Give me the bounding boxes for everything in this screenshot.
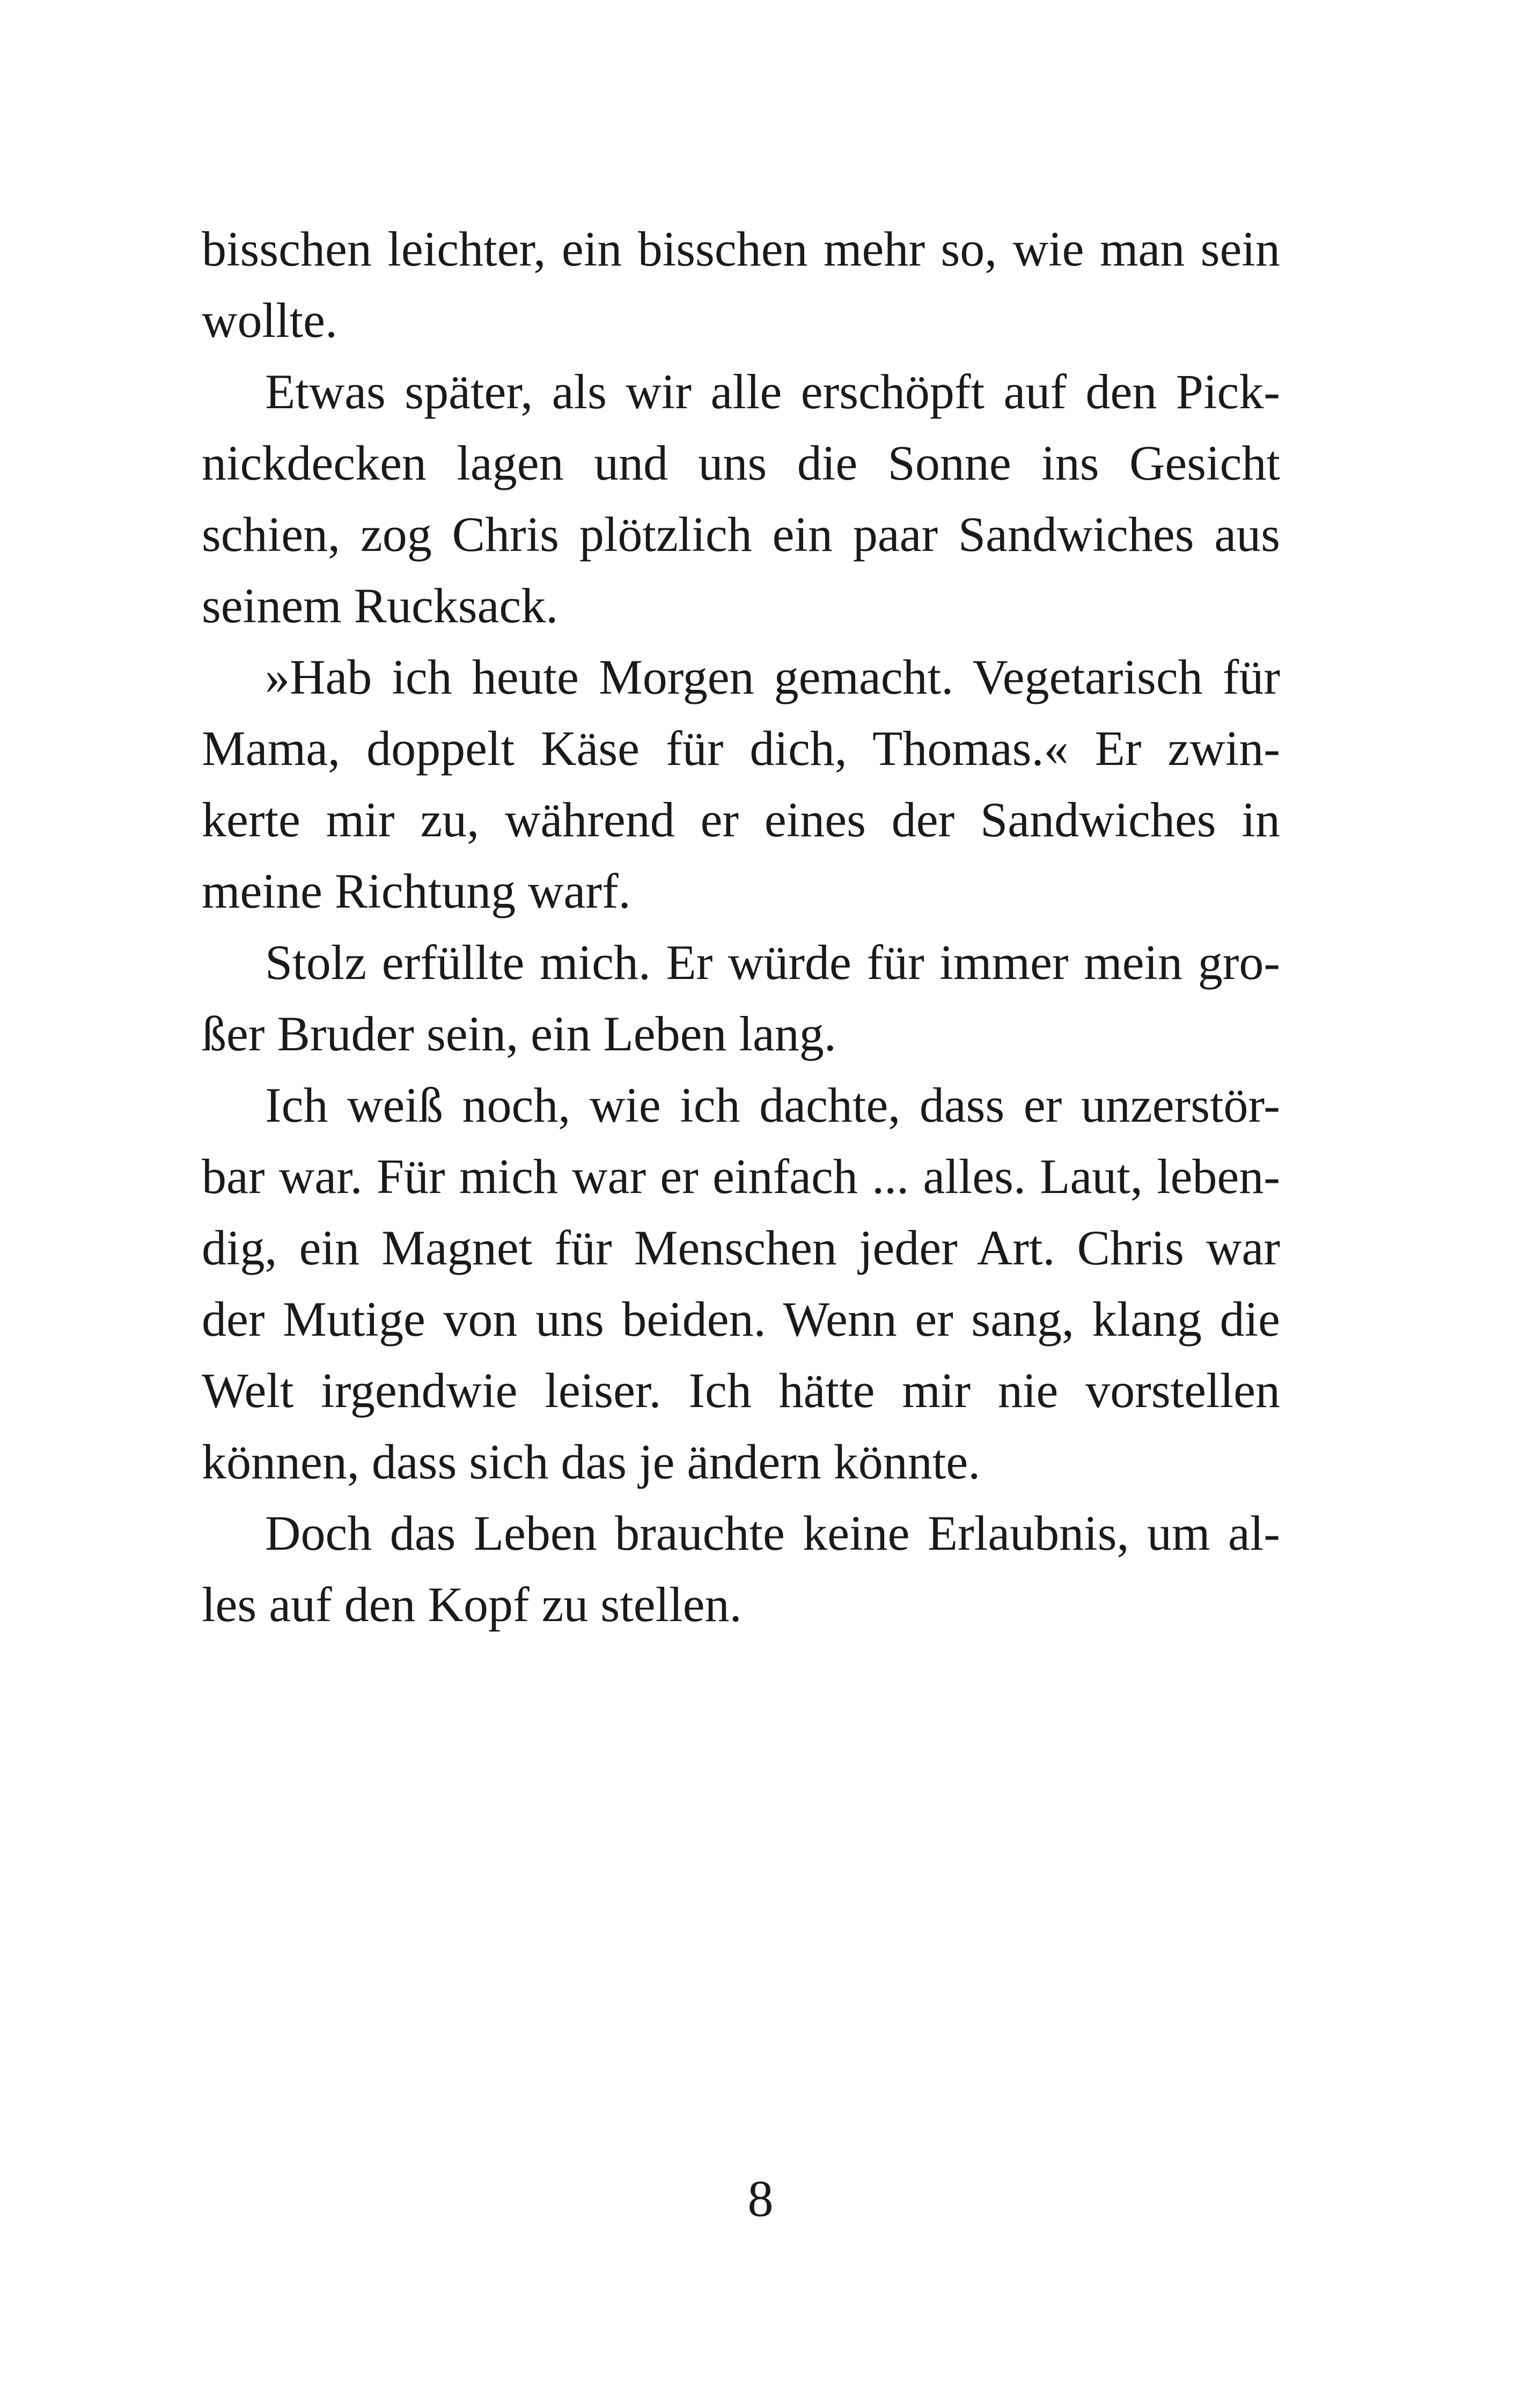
paragraph — [202, 356, 1280, 642]
text-line: seinem Rucksack. — [202, 578, 559, 633]
text-line: Etwas später, als wir alle erschöpft auf den Pick- — [265, 364, 1280, 419]
text-line: können, dass sich das je ändern könnte. — [202, 1434, 981, 1489]
paragraph — [202, 213, 1280, 356]
text-line: meine Richtung warf. — [202, 864, 631, 918]
text-line: les auf den Kopf zu stellen. — [202, 1577, 742, 1632]
text-line: nickdecken lagen und uns die Sonne ins Gesicht — [202, 436, 1280, 490]
text-line: Doch das Leben brauchte keine Erlaubnis, um al- — [265, 1506, 1280, 1560]
paragraph — [202, 1070, 1280, 1498]
body-text — [202, 213, 1280, 1640]
text-line: Welt irgendwie leiser. Ich hätte mir nie vorstellen — [202, 1363, 1280, 1418]
paragraph — [202, 1498, 1280, 1640]
text-line: »Hab ich heute Morgen gemacht. Vegetarisch für — [265, 650, 1280, 704]
text-line: schien, zog Chris plötzlich ein paar Sandwiches aus — [202, 507, 1280, 562]
paragraph — [202, 642, 1280, 927]
text-line: kerte mir zu, während er eines der Sandwiches in — [202, 792, 1280, 847]
text-line: Mama, doppelt Käse für dich, Thomas.« Er zwin- — [202, 721, 1280, 776]
text-line: ßer Bruder sein, ein Leben lang. — [202, 1006, 836, 1061]
text-line: dig, ein Magnet für Menschen jeder Art. Chris war — [202, 1220, 1280, 1275]
text-line: bar war. Für mich war er einfach ... alles. Laut, leben- — [202, 1149, 1280, 1204]
text-line: wollte. — [202, 293, 337, 348]
text-line: Stolz erfüllte mich. Er würde für immer mein gro- — [265, 935, 1280, 990]
text-line: Ich weiß noch, wie ich dachte, dass er unzerstör- — [265, 1078, 1280, 1132]
paragraph — [202, 927, 1280, 1070]
text-line: bisschen leichter, ein bisschen mehr so, wie man sein — [202, 222, 1280, 276]
text-line: der Mutige von uns beiden. Wenn er sang, klang die — [202, 1292, 1280, 1346]
page-number: 8 — [747, 2170, 774, 2227]
